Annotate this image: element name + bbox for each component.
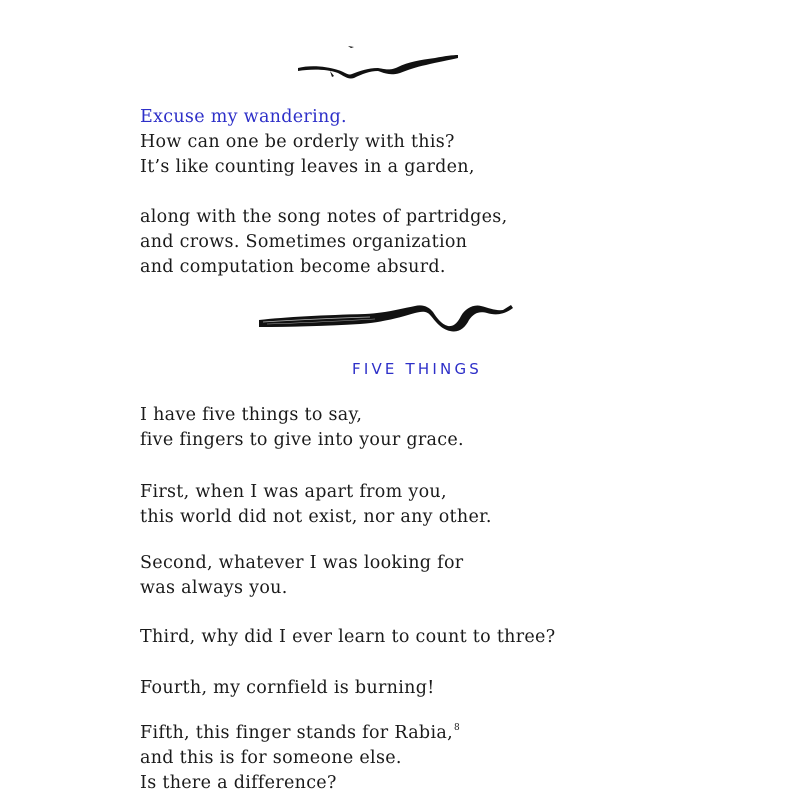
opening-line-1: Excuse my wandering. xyxy=(140,107,347,127)
poem-stanza-6 xyxy=(140,716,460,796)
brush-stroke-ornament-icon xyxy=(290,38,465,80)
poem-line: First, when I was apart from you, xyxy=(140,482,447,502)
poem-line: Second, whatever I was looking for xyxy=(140,553,464,573)
poem-stanza-4 xyxy=(140,625,555,650)
poem-stanza-5 xyxy=(140,676,435,701)
poem-line: five fingers to give into your grace. xyxy=(140,430,464,450)
poem-stanza-1 xyxy=(140,403,464,453)
poem-stanza-2 xyxy=(140,480,492,530)
opening-line-5: and crows. Sometimes organization xyxy=(140,232,468,252)
opening-stanza-1 xyxy=(140,105,475,180)
poem-stanza-3 xyxy=(140,551,463,601)
opening-stanza-2 xyxy=(140,205,507,280)
opening-line-3: It’s like counting leaves in a garden, xyxy=(140,157,475,177)
poem-line: this world did not exist, nor any other. xyxy=(140,507,492,527)
footnote-marker[interactable]: 8 xyxy=(453,723,460,733)
brush-stroke-divider-icon xyxy=(255,298,530,343)
opening-line-2: How can one be orderly with this? xyxy=(140,132,455,152)
poem-line-text: Fifth, this finger stands for Rabia, xyxy=(140,723,453,743)
opening-line-6: and computation become absurd. xyxy=(140,257,446,277)
poem-line: was always you. xyxy=(140,578,288,598)
poem-line: I have five things to say, xyxy=(140,405,363,425)
poem-line: Fourth, my cornfield is burning! xyxy=(140,678,435,698)
poem-line-with-footnote xyxy=(140,716,460,746)
poem-line: and this is for someone else. xyxy=(140,748,402,768)
opening-line-4: along with the song notes of partridges, xyxy=(140,207,508,227)
poem-title: FIVE THINGS xyxy=(352,360,482,378)
poem-line: Third, why did I ever learn to count to three? xyxy=(140,627,556,647)
poem-line: Is there a difference? xyxy=(140,773,337,793)
